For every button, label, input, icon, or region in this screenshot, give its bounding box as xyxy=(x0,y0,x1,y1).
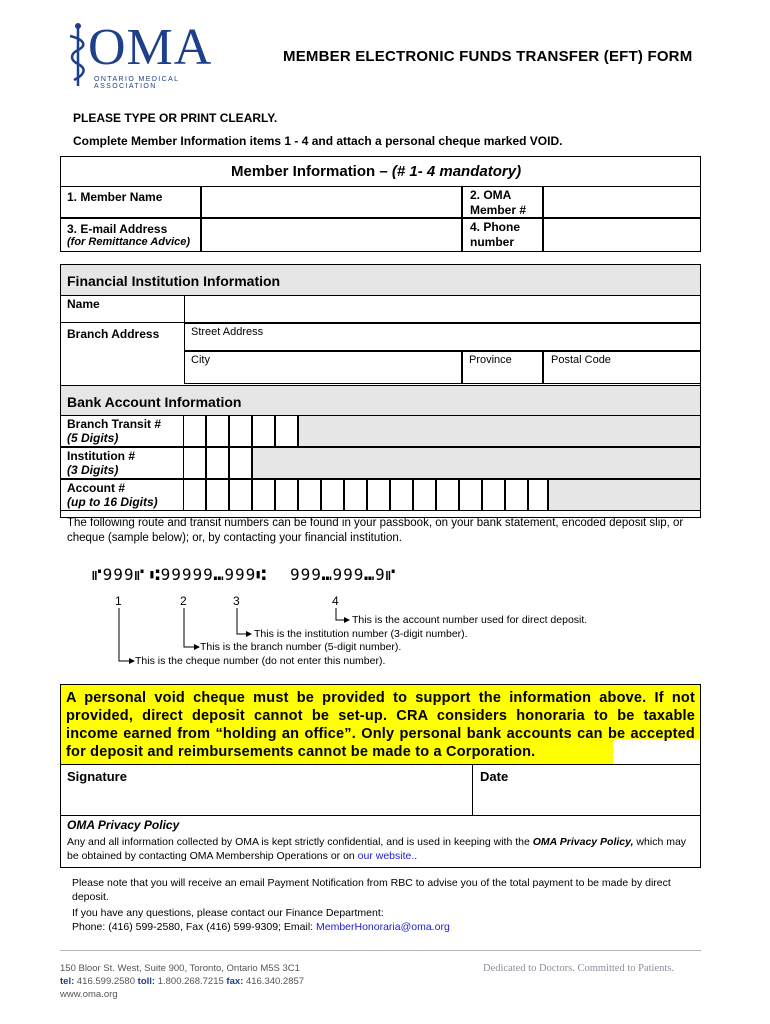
questions-text: If you have any questions, please contact our Finance Department: xyxy=(72,907,384,919)
intro-line-2: Complete Member Information items 1 - 4 and attach a personal cheque marked VOID. xyxy=(73,134,563,148)
member-info-header xyxy=(231,163,521,180)
account-label: Account # xyxy=(67,481,126,495)
privacy-text: Any and all information collected by OMA is kept strictly confidential, and is used in keeping with the OMA Privacy Policy, which may be obtained by contacting OMA Membership Operations or on our website.. xyxy=(67,836,687,862)
institution-note: (3 Digits) xyxy=(67,463,119,477)
transit-label: Branch Transit # xyxy=(67,417,162,431)
micr-transit-institution: ⑆99999⑉999⑆ xyxy=(150,565,267,584)
branch-address-label: Branch Address xyxy=(67,327,160,341)
marker-3: 3 xyxy=(233,594,240,608)
note-branch: This is the branch number (5-digit number). xyxy=(200,641,402,653)
postal-code-label: Postal Code xyxy=(551,354,611,366)
institution-name-label: Name xyxy=(67,297,100,311)
logo-wordmark: OMA xyxy=(88,19,213,76)
bank-header: Bank Account Information xyxy=(67,394,242,410)
contact-line: Phone: (416) 599-2580, Fax (416) 599-9309; Email: MemberHonoraria@oma.org xyxy=(72,921,450,933)
marker-2: 2 xyxy=(180,594,187,608)
email-note: (for Remittance Advice) xyxy=(67,236,191,248)
oma-logo xyxy=(66,20,236,90)
institution-label: Institution # xyxy=(67,449,135,463)
member-name-label: 1. Member Name xyxy=(67,190,163,204)
footer-tagline: Dedicated to Doctors. Committed to Patients. xyxy=(483,963,675,974)
marker-4: 4 xyxy=(332,594,339,608)
financial-header: Financial Institution Information xyxy=(67,273,281,289)
intro-line-1: PLEASE TYPE OR PRINT CLEARLY. xyxy=(73,111,278,125)
footer-address: 150 Bloor St. West, Suite 900, Toronto, Ontario M5S 3C1 xyxy=(60,963,300,974)
footer-phones: tel: 416.599.2580 toll: 1.800.268.7215 fax: 416.340.2857 xyxy=(60,976,305,987)
void-cheque-warning: A personal void cheque must be provided to support the information above. If not provided, direct deposit cannot be set-up. CRA considers honoraria to be taxable income earned from “holding an office”. Only personal bank accounts can be accepted for deposit and reimbursements cannot be made to a Corporation. xyxy=(66,690,695,760)
micr-account: 999⑉999⑉9⑈ xyxy=(290,565,397,584)
member-info-note: (# 1- 4 mandatory) xyxy=(391,163,522,180)
street-address-label: Street Address xyxy=(191,326,264,338)
institution-name-field[interactable] xyxy=(184,295,701,323)
phone-field[interactable] xyxy=(543,218,701,252)
email-label: 3. E-mail Address xyxy=(67,222,168,236)
oma-member-field[interactable] xyxy=(543,186,701,218)
date-field[interactable] xyxy=(473,783,700,815)
rbc-notice: Please note that you will receive an email Payment Notification from RBC to advise you of the total payment to be made by direct deposit. xyxy=(72,877,671,903)
oma-member-label: 2. OMA Member # xyxy=(470,188,527,217)
footer-web: www.oma.org xyxy=(60,989,118,1000)
caduceus-icon xyxy=(66,22,90,88)
privacy-policy-name: OMA Privacy Policy, xyxy=(532,836,634,848)
footer-divider xyxy=(60,950,701,951)
privacy-title: OMA Privacy Policy xyxy=(67,818,180,832)
note-account: This is the account number used for direct deposit. xyxy=(352,614,588,626)
city-label: City xyxy=(191,354,210,366)
signature-label: Signature xyxy=(67,769,127,784)
member-info-title: Member Information – xyxy=(231,163,388,180)
signature-field[interactable] xyxy=(61,783,472,815)
email-link[interactable]: MemberHonoraria@oma.org xyxy=(315,921,450,933)
note-institution: This is the institution number (3-digit number). xyxy=(254,628,468,640)
member-name-field[interactable] xyxy=(201,186,462,218)
form-title: MEMBER ELECTRONIC FUNDS TRANSFER (EFT) FORM xyxy=(283,48,693,65)
province-label: Province xyxy=(469,354,512,366)
date-label: Date xyxy=(480,769,509,784)
phone-label: 4. Phone number xyxy=(470,220,521,249)
website-link[interactable]: our website. xyxy=(357,850,415,862)
note-cheque: This is the cheque number (do not enter this number). xyxy=(135,655,386,667)
logo-subtitle: ONTARIO MEDICAL ASSOCIATION xyxy=(94,76,180,90)
email-field[interactable] xyxy=(201,218,462,252)
transit-note: (5 Digits) xyxy=(67,431,119,445)
micr-cheque-number: ⑈999⑈ xyxy=(92,565,146,584)
bank-info-text: The following route and transit numbers can be found in your passbook, on your bank statement, encoded deposit slip, or cheque (sample below); or, by contacting your financial institution. xyxy=(67,517,684,544)
account-note: (up to 16 Digits) xyxy=(67,495,158,509)
marker-1: 1 xyxy=(115,594,122,608)
city-field[interactable] xyxy=(184,351,462,384)
